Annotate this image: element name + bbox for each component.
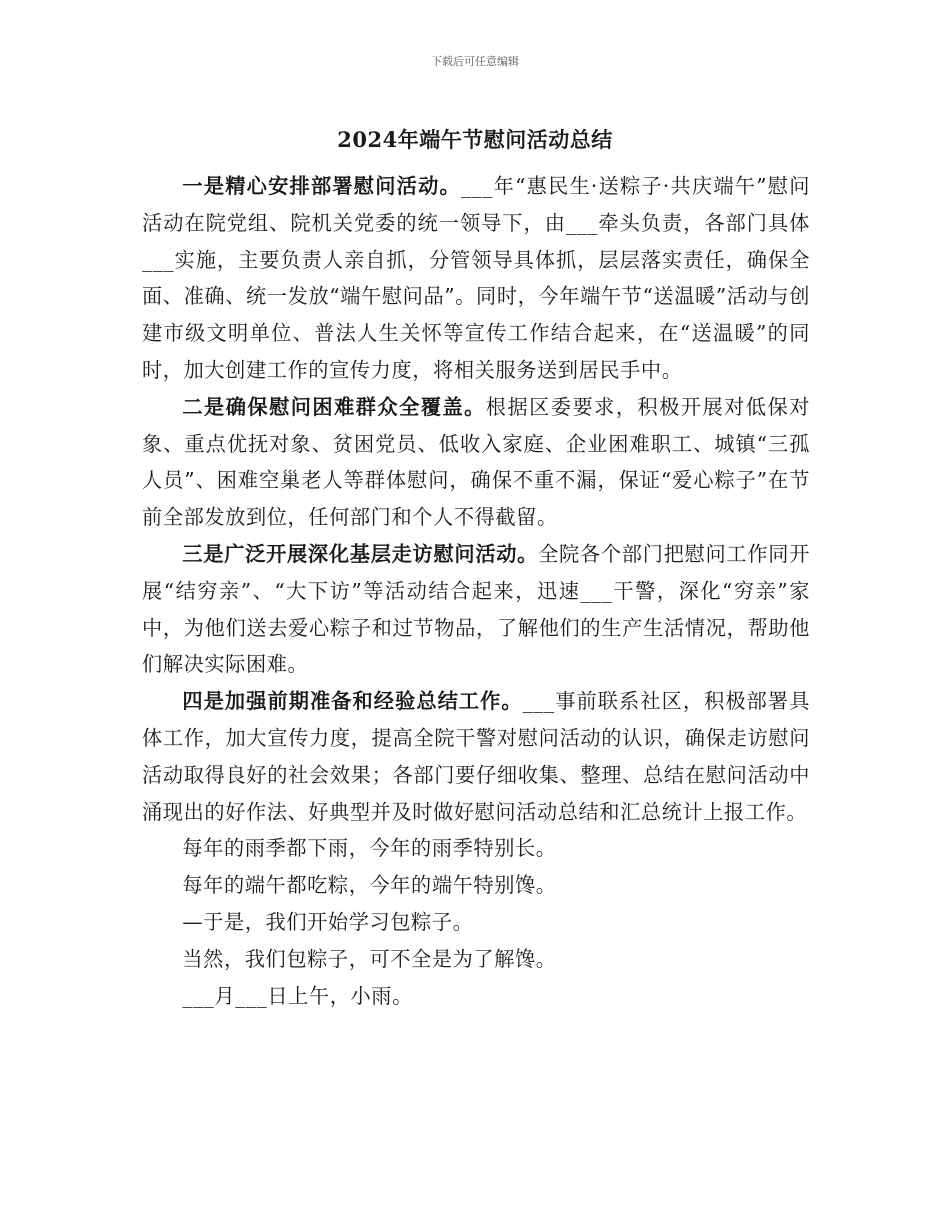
paragraph-text: ___月___日上午，小雨。 — [182, 983, 413, 1008]
paragraph-text: ___年“惠民生·送粽子·共庆端午”慰问活动在院党组、院机关党委的统一领导下，由___牵头负责，各部门具体___实施，主要负责人亲自抓，分管领导具体抓，层层落实责任，确保全面、准确、统一发放“端午慰问品”。同时，今年端午节“送温暖”活动与创建市级文明单位、普法人生关怀等宣传工作结合起来，在“送温暖”的同时，加大创建工作的宣传力度，将相关服务送到居民手中。 — [142, 174, 810, 382]
paragraph-8 — [142, 941, 810, 978]
paragraph-2 — [142, 389, 810, 536]
paragraph-text: 每年的雨季都下雨，今年的雨季特别长。 — [182, 836, 557, 861]
paragraph-text: 全院各个部门把慰问工作同开展“结穷亲”、“大下访”等活动结合起来，迅速___干警，深化“穷亲”家中，为他们送去爱心粽子和过节物品，了解他们的生产生活情况，帮助他们解决实际困难。 — [142, 541, 810, 677]
paragraph-1 — [142, 168, 810, 389]
paragraph-4 — [142, 683, 810, 830]
paragraph-6 — [142, 867, 810, 904]
paragraph-7 — [142, 904, 810, 941]
paragraph-text: —于是，我们开始学习包粽子。 — [182, 909, 474, 934]
paragraph-5 — [142, 830, 810, 867]
document-title: 2024年端午节慰问活动总结 — [337, 127, 613, 152]
paragraph-text: 每年的端午都吃粽，今年的端午特别馋。 — [182, 873, 557, 898]
paragraph-lead: 一是精心安排部署慰问活动。 — [182, 174, 461, 198]
paragraph-3 — [142, 536, 810, 683]
header-note: 下载后可任意编辑 — [431, 55, 519, 68]
paragraph-text: 当然，我们包粽子，可不全是为了解馋。 — [182, 946, 557, 971]
paragraph-text: ___事前联系社区，积极部署具体工作，加大宣传力度，提高全院干警对慰问活动的认识，确保走访慰问活动取得良好的社会效果；各部门要仔细收集、整理、总结在慰问活动中涌现出的好作法、好典型并及时做好慰问活动总结和汇总统计上报工作。 — [142, 689, 810, 824]
document-body — [142, 168, 810, 1014]
paragraph-text: 根据区委要求，积极开展对低保对象、重点优抚对象、贫困党员、低收入家庭、企业困难职工、城镇“三孤人员”、困难空巢老人等群体慰问，确保不重不漏，保证“爱心粽子”在节前全部发放到位，任何部门和个人不得截留。 — [142, 394, 810, 530]
paragraph-lead: 三是广泛开展深化基层走访慰问活动。 — [182, 541, 539, 566]
paragraph-lead: 二是确保慰问困难群众全覆盖。 — [182, 394, 486, 419]
paragraph-lead: 四是加强前期准备和经验总结工作。 — [182, 689, 523, 714]
paragraph-9 — [142, 978, 810, 1015]
